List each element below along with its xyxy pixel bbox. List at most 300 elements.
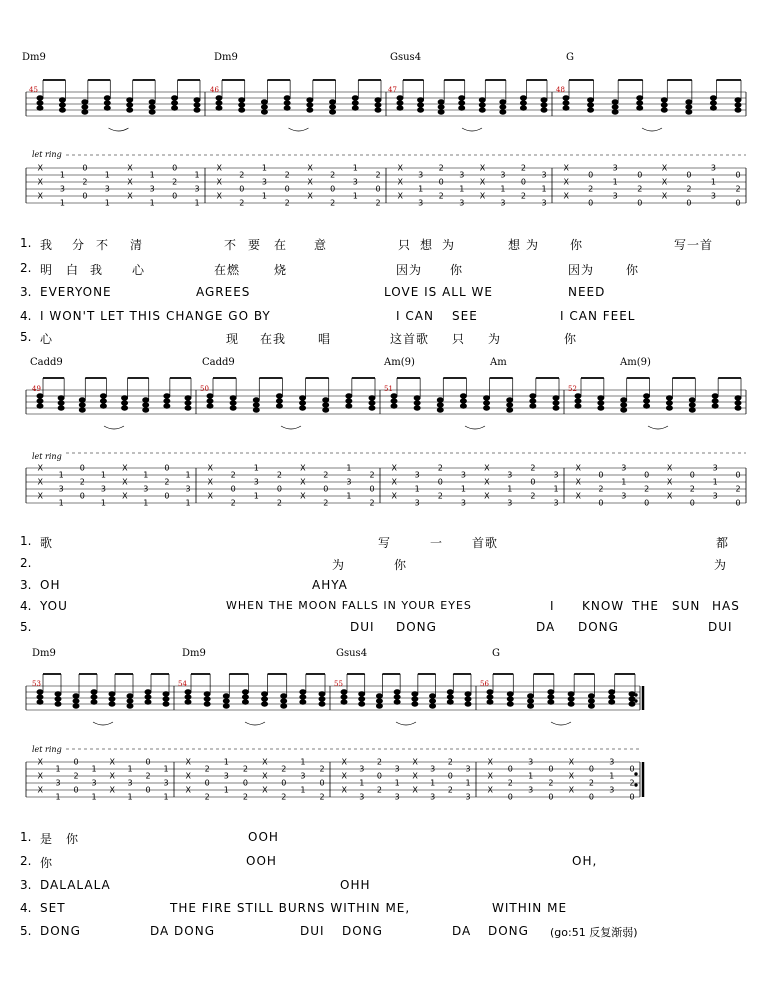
tab-fret-mark: 1	[418, 184, 424, 194]
tab-fret-mark: 0	[230, 484, 236, 494]
let-ring-label: let ring	[32, 452, 62, 461]
tab-fret-mark: 2	[204, 764, 210, 774]
note-head	[548, 695, 554, 699]
note-head	[414, 401, 420, 405]
tab-fret-mark: 0	[281, 778, 287, 788]
note-head	[507, 697, 513, 701]
note-head	[204, 692, 210, 696]
tab-fret-mark: X	[37, 785, 43, 795]
note-head	[276, 394, 282, 398]
note-head	[375, 108, 381, 112]
note-head	[73, 704, 79, 708]
note-head	[37, 700, 43, 704]
note-head	[430, 699, 436, 703]
note-head	[55, 692, 61, 696]
tab-fret-mark: 0	[637, 198, 643, 208]
note-head	[73, 694, 79, 698]
tab-fret-mark: 2	[230, 498, 236, 508]
tab-fret-mark: 1	[55, 764, 61, 774]
let-ring-label: let ring	[32, 150, 62, 159]
tab-fret-mark: 3	[104, 184, 110, 194]
note-head	[629, 697, 635, 701]
tab-fret-mark: 0	[689, 470, 695, 480]
note-head	[323, 408, 329, 412]
tab-fret-mark: 0	[145, 785, 151, 795]
note-head	[644, 394, 650, 398]
tab-fret-mark: 2	[79, 477, 85, 487]
lyric-line: 4. I WON'T LET THIS CHANGE GO BY I CAN SEE I CAN FEEL	[20, 309, 636, 323]
note-head	[352, 96, 358, 100]
note-head	[242, 690, 248, 694]
tab-fret-mark: X	[479, 191, 486, 201]
note-head	[216, 96, 222, 100]
lyric-line: 3. DALALALA OHH	[20, 878, 371, 892]
tab-fret-mark: 2	[239, 170, 245, 180]
tab-fret-mark: 1	[352, 191, 358, 201]
tab-fret-mark: 0	[438, 177, 444, 187]
tab-fret-mark: 2	[230, 470, 236, 480]
note-head	[185, 695, 191, 699]
note-head	[666, 396, 672, 400]
chord-label: Am	[490, 357, 507, 368]
note-head	[588, 108, 594, 112]
note-head	[629, 702, 635, 706]
note-head	[262, 702, 268, 706]
note-head	[588, 699, 594, 703]
chord-label: Am(9)	[384, 357, 415, 368]
tab-fret-mark: 2	[82, 177, 88, 187]
note-head	[239, 103, 245, 107]
tab-fret-mark: 1	[414, 484, 420, 494]
note-head	[79, 403, 85, 407]
tab-fret-mark: 0	[447, 771, 453, 781]
note-head	[55, 697, 61, 701]
note-head	[588, 103, 594, 107]
note-head	[127, 699, 133, 703]
note-head	[104, 106, 110, 110]
tab-fret-mark: 2	[598, 484, 604, 494]
tab-fret-mark: 2	[323, 498, 329, 508]
tab-fret-mark: 2	[644, 484, 650, 494]
tab-fret-mark: 0	[73, 757, 79, 767]
tab-fret-mark: 1	[104, 198, 110, 208]
tab-fret-mark: X	[341, 771, 347, 781]
note-head	[735, 406, 741, 410]
tab-fret-mark: 3	[710, 163, 717, 173]
note-head	[127, 98, 133, 102]
tab-fret-mark: 3	[185, 484, 191, 494]
note-head	[145, 690, 151, 694]
note-head	[346, 404, 352, 408]
note-head	[575, 394, 581, 398]
tab-fret-mark: X	[216, 177, 222, 187]
note-head	[588, 98, 594, 102]
tab-fret-mark: 0	[73, 785, 79, 795]
note-head	[284, 101, 290, 105]
tab-fret-mark: 0	[598, 498, 604, 508]
tab-fret-mark: 2	[276, 470, 283, 480]
tab-fret-mark: 1	[261, 191, 268, 201]
chord-label: Gsus4	[336, 648, 368, 659]
tab-fret-mark: 1	[621, 477, 627, 487]
tab-fret-mark: 1	[223, 757, 229, 767]
tab-fret-mark: X	[666, 463, 673, 473]
chord-label: G	[566, 52, 574, 63]
chord-label: Dm9	[32, 648, 56, 659]
tab-fret-mark: 2	[145, 771, 151, 781]
bar-number: 54	[178, 680, 187, 688]
note-head	[712, 404, 718, 408]
tab-fret-mark: X	[109, 785, 115, 795]
tab-fret-mark: 2	[438, 191, 444, 201]
note-head	[58, 406, 64, 410]
note-head	[300, 695, 306, 699]
tab-fret-mark: 2	[319, 792, 325, 802]
note-head	[710, 106, 716, 110]
tab-fret-mark: 2	[438, 163, 444, 173]
note-head	[712, 399, 718, 403]
tab-fret-mark: 2	[330, 170, 336, 180]
tab-fret-mark: X	[666, 491, 673, 501]
note-head	[281, 699, 287, 703]
note-head	[145, 700, 151, 704]
note-head	[447, 695, 453, 699]
tab-fret-mark: 1	[194, 170, 200, 180]
note-head	[689, 398, 695, 402]
tab-fret-mark: X	[37, 491, 43, 501]
tab-fret-mark: 3	[394, 764, 400, 774]
note-head	[686, 110, 692, 114]
tab-fret-mark: X	[397, 163, 403, 173]
tab-fret-mark: 3	[553, 498, 559, 508]
note-head	[447, 690, 453, 694]
note-head	[91, 700, 97, 704]
tab-fret-mark: 3	[194, 184, 200, 194]
tab-fret-mark: 2	[281, 792, 287, 802]
note-head	[262, 692, 268, 696]
note-head	[686, 100, 692, 104]
note-head	[735, 98, 741, 102]
note-head	[397, 106, 403, 110]
note-head	[172, 101, 178, 105]
note-head	[487, 690, 493, 694]
chord-label: Dm9	[214, 52, 238, 63]
note-head	[37, 690, 43, 694]
tab-fret-mark: X	[122, 491, 128, 501]
note-head	[553, 401, 559, 405]
note-head	[437, 403, 443, 407]
note-head	[164, 399, 170, 403]
tab-fret-mark: 1	[346, 491, 352, 501]
lyric-line: 4. YOU WHEN THE MOON FALLS IN YOUR EYES I KNOW THE SUN HAS	[20, 599, 740, 613]
lyric-line: 2. 你 OOH OH,	[20, 854, 598, 870]
note-head	[330, 105, 336, 109]
tie-arc	[465, 426, 485, 429]
note-head	[661, 103, 667, 107]
bar-number: 48	[556, 86, 565, 94]
note-head	[621, 403, 627, 407]
tab-fret-mark: X	[479, 177, 486, 187]
tab-fret-mark: 3	[253, 477, 259, 487]
chord-label: Cadd9	[30, 357, 63, 368]
note-head	[239, 98, 245, 102]
tab-fret-mark: 3	[609, 785, 615, 795]
note-head	[216, 106, 222, 110]
lyric-line: 2. 明 白 我 心 在燃 烧 因为 你 因为 你	[20, 261, 640, 277]
tab-fret-mark: X	[412, 757, 418, 767]
note-head	[459, 101, 465, 105]
note-head	[418, 103, 424, 107]
note-head	[437, 408, 443, 412]
note-head	[438, 110, 444, 114]
note-head	[122, 401, 128, 405]
note-head	[143, 408, 149, 412]
tab-fret-mark: 3	[149, 184, 155, 194]
note-head	[735, 103, 741, 107]
tab-fret-mark: X	[391, 477, 397, 487]
tab-fret-mark: 3	[430, 792, 436, 802]
tab-fret-mark: 0	[79, 491, 85, 501]
tab-fret-mark: X	[563, 177, 569, 187]
note-head	[109, 702, 115, 706]
note-head	[300, 396, 306, 400]
tab-fret-mark: X	[412, 771, 418, 781]
note-head	[375, 98, 381, 102]
tab-fret-mark: 0	[689, 498, 695, 508]
tab-fret-mark: X	[412, 785, 418, 795]
tab-fret-mark: 0	[319, 778, 325, 788]
tab-fret-mark: 2	[330, 198, 336, 208]
tab-fret-mark: 3	[500, 198, 506, 208]
tab-fret-mark: 3	[223, 771, 229, 781]
note-head	[82, 110, 88, 114]
tab-fret-mark: 1	[261, 163, 268, 173]
note-head	[300, 690, 306, 694]
tab-fret-mark: X	[307, 177, 313, 187]
tab-fret-mark: 2	[242, 764, 249, 774]
tab-fret-mark: 1	[127, 764, 133, 774]
tab-fret-mark: 1	[55, 792, 61, 802]
note-head	[376, 699, 382, 703]
tab-fret-mark: 3	[143, 484, 149, 494]
note-head	[281, 704, 287, 708]
note-head	[127, 704, 133, 708]
note-head	[394, 690, 400, 694]
note-head	[666, 401, 672, 405]
note-head	[341, 695, 347, 699]
note-head	[520, 106, 526, 110]
tab-fret-mark: X	[397, 177, 403, 187]
note-head	[661, 98, 667, 102]
tab-fret-mark: 0	[145, 757, 151, 767]
note-head	[223, 699, 229, 703]
tab-fret-mark: 3	[100, 484, 107, 494]
note-head	[465, 697, 471, 701]
let-ring-label: let ring	[32, 745, 62, 754]
note-head	[59, 108, 65, 112]
note-head	[109, 692, 115, 696]
note-head	[163, 692, 169, 696]
note-head	[459, 106, 465, 110]
note-head	[438, 100, 444, 104]
note-head	[460, 399, 466, 403]
tab-fret-mark: 2	[376, 785, 383, 795]
note-head	[621, 408, 627, 412]
note-head	[465, 692, 471, 696]
note-head	[479, 103, 485, 107]
tab-fret-mark: X	[37, 463, 43, 473]
tab-fret-mark: 0	[242, 778, 249, 788]
tab-fret-mark: 3	[359, 792, 365, 802]
tab-fret-mark: 2	[284, 198, 290, 208]
tab-fret-mark: 2	[530, 491, 536, 501]
tab-fret-mark: 0	[204, 778, 210, 788]
bar-number: 51	[384, 385, 393, 393]
note-head	[276, 399, 282, 403]
tab-fret-mark: 1	[91, 764, 97, 774]
tab-fret-mark: 0	[82, 191, 88, 201]
note-head	[127, 108, 133, 112]
note-head	[79, 398, 85, 402]
note-head	[319, 697, 325, 701]
tab-fret-mark: 0	[548, 764, 554, 774]
tab-fret-mark: 0	[437, 477, 443, 487]
tab-fret-mark: 3	[163, 778, 169, 788]
tab-fret-mark: 1	[500, 184, 506, 194]
note-head	[359, 692, 365, 696]
tab-fret-mark: 1	[346, 463, 352, 473]
tab-fret-mark: 3	[507, 470, 513, 480]
tab-fret-mark: 0	[588, 170, 594, 180]
tab-fret-mark: 0	[376, 771, 383, 781]
note-head	[418, 108, 424, 112]
note-head	[548, 700, 554, 704]
note-head	[341, 700, 347, 704]
note-head	[712, 394, 718, 398]
tab-fret-mark: 0	[375, 184, 381, 194]
tab-fret-mark: 0	[735, 470, 741, 480]
note-head	[735, 396, 741, 400]
bar-number: 56	[480, 680, 489, 688]
note-head	[575, 404, 581, 408]
note-head	[430, 704, 436, 708]
note-head	[352, 101, 358, 105]
repeat-dot	[635, 773, 637, 775]
note-head	[661, 108, 667, 112]
tab-fret-mark: 1	[104, 170, 110, 180]
tie-arc	[396, 722, 416, 725]
tab-fret-mark: X	[37, 163, 43, 173]
tab-fret-mark: 2	[369, 498, 375, 508]
note-head	[530, 404, 536, 408]
tab-fret-mark: 0	[735, 198, 741, 208]
tab-fret-mark: X	[391, 491, 397, 501]
tab-fret-mark: 2	[239, 198, 245, 208]
bar-number: 46	[210, 86, 219, 94]
note-head	[239, 108, 245, 112]
tab-fret-mark: 2	[242, 792, 249, 802]
note-head	[621, 398, 627, 402]
note-head	[185, 690, 191, 694]
note-head	[500, 110, 506, 114]
footnote: (go:51 反复渐弱)	[550, 926, 638, 939]
note-head	[185, 396, 191, 400]
note-head	[376, 694, 382, 698]
note-head	[484, 401, 490, 405]
tab-fret-mark: X	[37, 757, 43, 767]
note-head	[341, 690, 347, 694]
note-head	[164, 404, 170, 408]
tab-fret-mark: 0	[530, 477, 536, 487]
tab-fret-mark: 2	[73, 771, 79, 781]
note-head	[319, 692, 325, 696]
tab-fret-mark: 1	[59, 170, 66, 180]
tie-arc	[104, 426, 124, 429]
note-head	[261, 100, 267, 104]
note-head	[185, 700, 191, 704]
lyric-line: 4. SET THE FIRE STILL BURNS WITHIN ME, WITHIN ME	[20, 901, 568, 915]
tab-fret-mark: 0	[79, 463, 85, 473]
tab-fret-mark: 1	[59, 198, 66, 208]
note-head	[319, 702, 325, 706]
tab-fret-mark: 2	[588, 184, 594, 194]
note-head	[82, 100, 88, 104]
note-head	[58, 401, 64, 405]
bar-number: 50	[200, 385, 209, 393]
tab-fret-mark: 3	[59, 184, 66, 194]
note-head	[598, 406, 604, 410]
note-head	[323, 398, 329, 402]
note-head	[507, 408, 513, 412]
tab-fret-mark: 2	[686, 184, 692, 194]
tab-fret-mark: 3	[359, 764, 365, 774]
note-head	[204, 697, 210, 701]
note-head	[686, 105, 692, 109]
bar-number: 47	[388, 86, 397, 94]
tab-fret-mark: 1	[460, 484, 467, 494]
note-head	[376, 704, 382, 708]
tab-fret-mark: 1	[185, 470, 191, 480]
tab-fret-mark: X	[37, 191, 43, 201]
tab-fret-mark: X	[262, 785, 268, 795]
note-head	[487, 695, 493, 699]
tab-fret-mark: 3	[127, 778, 133, 788]
tab-fret-mark: X	[300, 463, 306, 473]
note-head	[194, 108, 200, 112]
note-head	[414, 396, 420, 400]
note-head	[37, 101, 43, 105]
note-head	[204, 702, 210, 706]
tab-fret-mark: X	[185, 757, 191, 767]
tab-fret-mark: X	[397, 191, 403, 201]
note-head	[104, 96, 110, 100]
tab-fret-mark: 1	[100, 498, 107, 508]
note-head	[91, 690, 97, 694]
tab-fret-mark: 1	[194, 198, 200, 208]
tab-fret-mark: 0	[164, 491, 170, 501]
note-head	[637, 96, 643, 100]
note-head	[479, 98, 485, 102]
tab-fret-mark: X	[575, 491, 581, 501]
note-head	[346, 399, 352, 403]
note-head	[172, 106, 178, 110]
tab-fret-mark: 3	[465, 764, 471, 774]
tie-arc	[245, 722, 265, 725]
tab-fret-mark: 3	[609, 757, 615, 767]
tab-fret-mark: 3	[91, 778, 97, 788]
note-head	[375, 103, 381, 107]
tab-fret-mark: 3	[528, 785, 534, 795]
